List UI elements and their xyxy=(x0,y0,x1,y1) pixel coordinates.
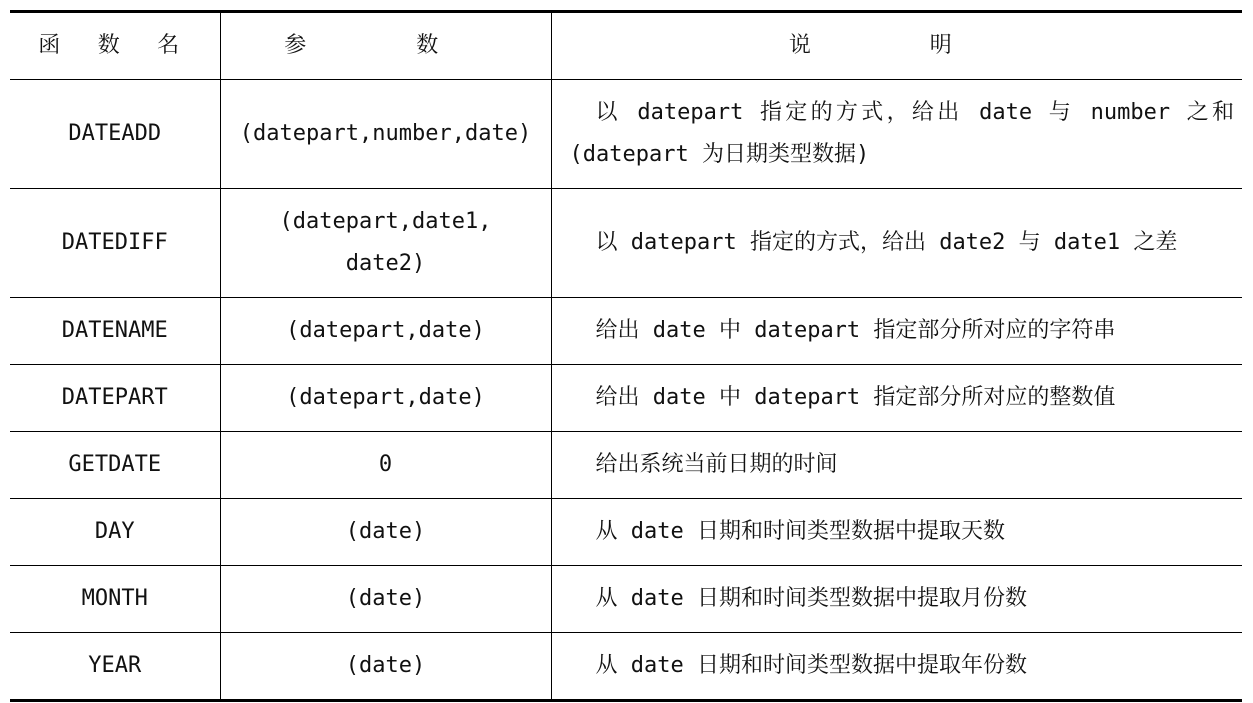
table-row xyxy=(10,566,1242,633)
table-row xyxy=(10,298,1242,365)
function-name-cell: YEAR xyxy=(10,633,220,701)
parameters-cell: (date) xyxy=(220,633,551,701)
description-cell: 以 datepart 指定的方式，给出 date 与 number 之和(datepart 为日期类型数据) xyxy=(551,80,1242,189)
header-parameters: 参 数 xyxy=(220,12,551,80)
header-description: 说 明 xyxy=(551,12,1242,80)
description-cell: 以 datepart 指定的方式，给出 date2 与 date1 之差 xyxy=(551,189,1242,298)
table-row xyxy=(10,633,1242,701)
header-function-name: 函 数 名 xyxy=(10,12,220,80)
table-header xyxy=(10,12,1242,80)
parameters-cell: (datepart,date1, date2) xyxy=(220,189,551,298)
description-cell: 从 date 日期和时间类型数据中提取天数 xyxy=(551,499,1242,566)
header-row xyxy=(10,12,1242,80)
description-cell: 给出 date 中 datepart 指定部分所对应的字符串 xyxy=(551,298,1242,365)
function-name-cell: DATEADD xyxy=(10,80,220,189)
parameters-cell: 0 xyxy=(220,432,551,499)
function-name-cell: GETDATE xyxy=(10,432,220,499)
function-name-cell: DAY xyxy=(10,499,220,566)
parameters-cell: (date) xyxy=(220,499,551,566)
table-body xyxy=(10,80,1242,701)
description-cell: 从 date 日期和时间类型数据中提取月份数 xyxy=(551,566,1242,633)
description-cell: 给出系统当前日期的时间 xyxy=(551,432,1242,499)
parameters-cell: (date) xyxy=(220,566,551,633)
function-name-cell: MONTH xyxy=(10,566,220,633)
function-name-cell: DATEPART xyxy=(10,365,220,432)
function-name-cell: DATEDIFF xyxy=(10,189,220,298)
parameters-cell: (datepart,date) xyxy=(220,298,551,365)
description-cell: 从 date 日期和时间类型数据中提取年份数 xyxy=(551,633,1242,701)
description-cell: 给出 date 中 datepart 指定部分所对应的整数值 xyxy=(551,365,1242,432)
table-row xyxy=(10,432,1242,499)
table-row xyxy=(10,365,1242,432)
date-functions-table xyxy=(10,10,1242,702)
table-row xyxy=(10,189,1242,298)
table-row xyxy=(10,499,1242,566)
function-name-cell: DATENAME xyxy=(10,298,220,365)
table-row xyxy=(10,80,1242,189)
parameters-cell: (datepart,date) xyxy=(220,365,551,432)
parameters-cell: (datepart,number,date) xyxy=(220,80,551,189)
